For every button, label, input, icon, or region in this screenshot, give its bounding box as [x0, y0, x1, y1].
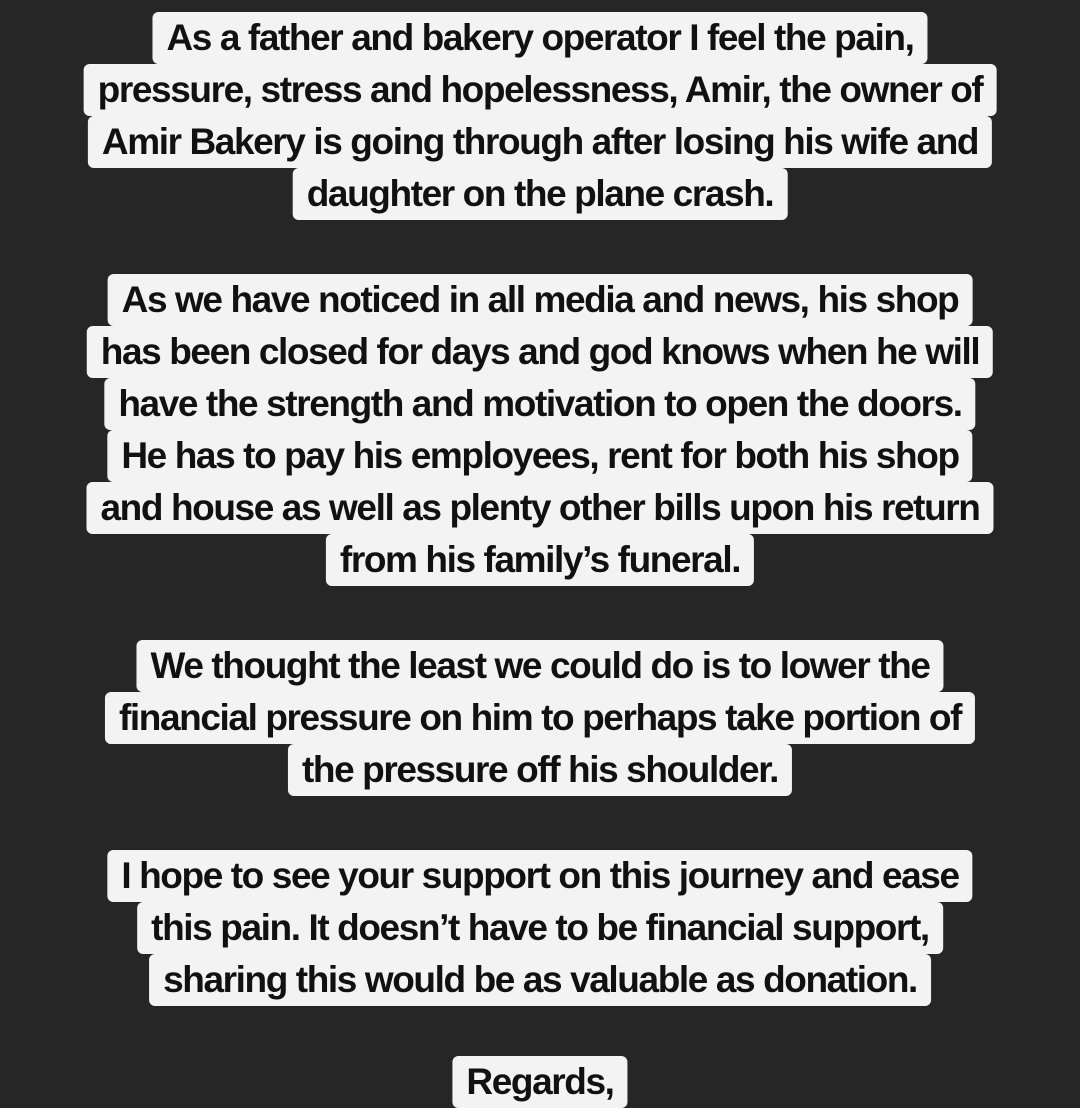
- story-text-line: and house as well as plenty other bills upon his return: [86, 482, 993, 534]
- story-text-line: the pressure off his shoulder.: [288, 744, 792, 796]
- story-text-line: pressure, stress and hopelessness, Amir, the owner of: [84, 64, 997, 116]
- story-text-line: from his family’s funeral.: [326, 534, 754, 586]
- story-text-line: has been closed for days and god knows when he will: [87, 326, 993, 378]
- story-text-line: daughter on the plane crash.: [293, 168, 788, 220]
- story-text-line: Amir Bakery is going through after losing his wife and: [88, 116, 992, 168]
- story-text-line: As a father and bakery operator I feel the pain,: [152, 12, 927, 64]
- story-text-line: financial pressure on him to perhaps take portion of: [105, 692, 975, 744]
- story-text-line: have the strength and motivation to open the doors.: [104, 378, 975, 430]
- story-text-line: this pain. It doesn’t have to be financial support,: [137, 902, 943, 954]
- story-text-line: As we have noticed in all media and news, his shop: [108, 274, 973, 326]
- story-text-line: sharing this would be as valuable as donation.: [149, 954, 931, 1006]
- story-text-line: We thought the least we could do is to lower the: [136, 640, 943, 692]
- story-text-line: Regards,: [452, 1056, 627, 1108]
- story-text-line: He has to pay his employees, rent for both his shop: [107, 430, 972, 482]
- story-text-line: I hope to see your support on this journey and ease: [107, 850, 972, 902]
